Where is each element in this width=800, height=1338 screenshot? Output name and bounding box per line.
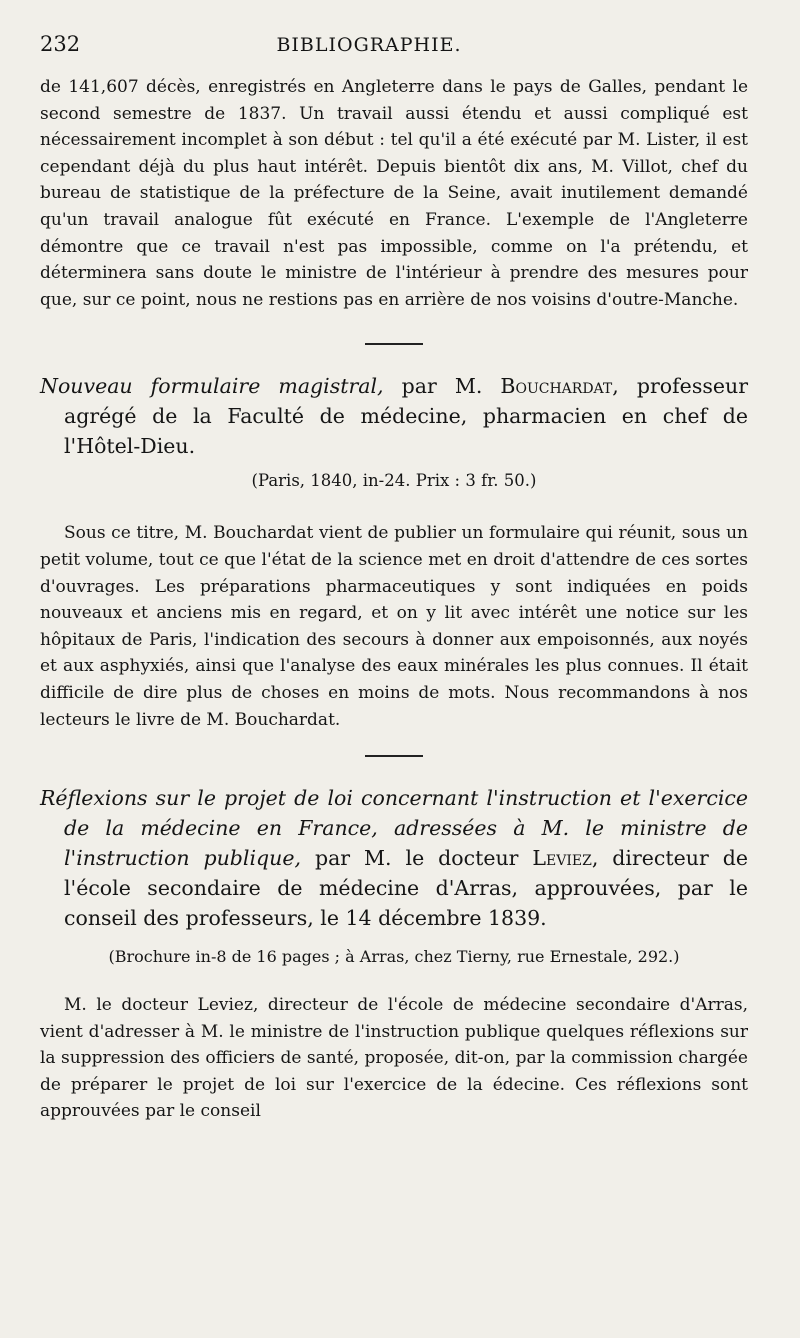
entry-title-rest: , directeur de l'école secondaire de médecine d'Arras, approuvées, par le conseil des professeurs, le 14 décembre 1839. bbox=[64, 846, 748, 931]
entry-title-italic: Nouveau formulaire magistral, bbox=[40, 374, 384, 399]
running-title: BIBLIOGRAPHIE. bbox=[276, 34, 462, 56]
entry-author: Leviez bbox=[532, 846, 592, 871]
entry-author: Bouchardat bbox=[500, 374, 613, 399]
entry-title-rest: , professeur agrégé de la Faculté de médecine, pharmacien en chef de l'Hôtel-Dieu. bbox=[64, 374, 748, 459]
entry-title-by: par M. le docteur bbox=[301, 846, 533, 871]
page-number: 232 bbox=[40, 32, 81, 56]
entry-title-reflexions bbox=[40, 783, 748, 933]
page-header bbox=[40, 32, 748, 60]
section-divider bbox=[365, 755, 423, 757]
publication-info: (Paris, 1840, in-24. Prix : 3 fr. 50.) bbox=[251, 471, 537, 491]
entry-title-by: par M. bbox=[383, 374, 501, 399]
entry-title-formulaire bbox=[40, 371, 748, 461]
publication-info: (Brochure in-8 de 16 pages ; à Arras, chez Tierny, rue Ernestale, 292.) bbox=[108, 947, 680, 967]
section-divider bbox=[365, 343, 423, 345]
review-paragraph: M. le docteur Leviez, directeur de l'école de médecine secondaire d'Arras, vient d'adresser à M. le ministre de l'instruction publique quelques réflexions sur la suppression des officiers de santé, proposée, dit-on, par la commission chargée de préparer le projet de loi sur l'exercice de la édecine. Ces réflexions sont approuvées par le conseil bbox=[40, 995, 748, 1122]
review-paragraph: Sous ce titre, M. Bouchardat vient de publier un formulaire qui réunit, sous un petit volume, tout ce que l'état de la science met en droit d'attendre de ces sortes d'ouvrages. Les préparations pharmaceutiques y sont indiquées en poids nouveaux et anciens mis en regard, et on y lit avec intérêt une notice sur les hôpitaux de Paris, l'indication des secours à donner aux empoisonnés, aux noyés et aux asphyxiés, ainsi que l'analyse des eaux minérales les plus connues. Il était difficile de dire plus de choses en moins de mots. Nous recommandons à nos lecteurs le livre de M. Bouchardat. bbox=[40, 523, 748, 730]
continued-paragraph: de 141,607 décès, enregistrés en Angleterre dans le pays de Galles, pendant le second semestre de 1837. Un travail aussi étendu et aussi compliqué est nécessairement incomplet à son début : tel qu'il a été exécuté par M. Lister, il est cependant déjà du plus haut intérêt. Depuis bientôt dix ans, M. Villot, chef du bureau de statistique de la préfecture de la Seine, avait inutilement demandé qu'un travail analogue fût exécuté en France. L'exemple de l'Angleterre démontre que ce travail n'est pas impossible, comme on l'a prétendu, et déterminera sans doute le ministre de l'intérieur à prendre des mesures pour que, sur ce point, nous ne restions pas en arrière de nos voisins d'outre-Manche. bbox=[40, 77, 748, 310]
entry-title-italic: Réflexions sur le projet de loi concernant l'instruction et l'exercice de la médecine en France, adressées à M. le ministre de l'instruction publique, bbox=[40, 786, 748, 871]
